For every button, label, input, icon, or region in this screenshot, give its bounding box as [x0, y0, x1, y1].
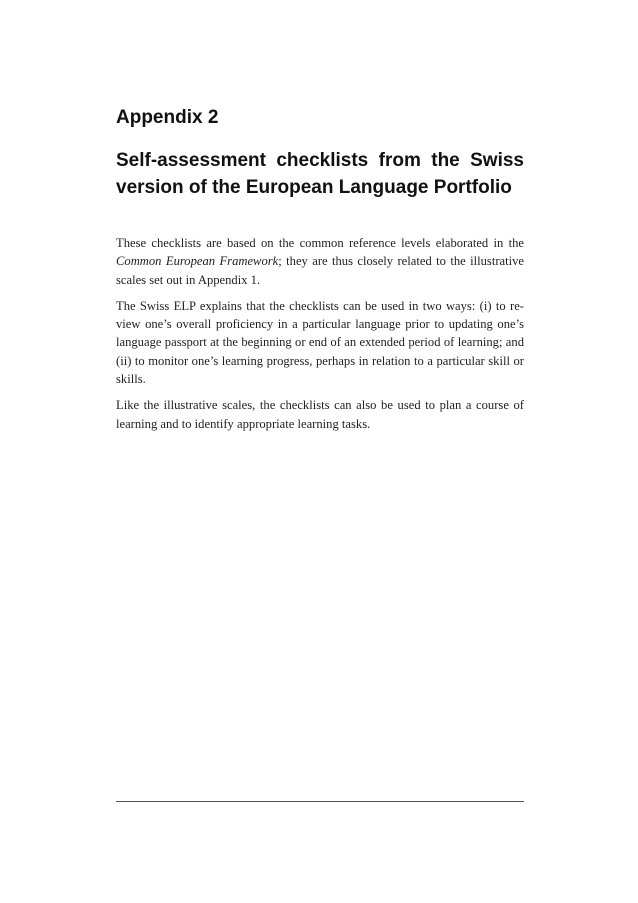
chapter-title-line-2: version of the European Language Portfolio — [116, 177, 512, 198]
paragraph-planning: Like the illustrative scales, the checklists can also be used to plan a course of learning and to identify appropriate learning tasks. — [116, 398, 524, 431]
paragraph-intro — [116, 234, 524, 289]
chapter-title — [116, 147, 524, 201]
framework-title-italic: Common European Framework — [116, 254, 279, 269]
paragraph-intro-text-start: These checklists are based on the common reference levels elaborated in the — [116, 236, 524, 250]
appendix-heading: Appendix 2 — [116, 107, 219, 128]
footer-divider — [116, 801, 524, 802]
paragraph-intro-text-end: ; they are thus closely related to the illustrative scales set out in Appendix 1. — [116, 254, 524, 287]
paragraph-usage: The Swiss ELP explains that the checklists can be used in two ways: (i) to re-view one’s overall proficiency in a particular language prior to updating one’s language passport at the beginning or end of an extended period of learning; and (ii) to monitor one’s learning progress, perhaps in relation to a particular skill or skills. — [116, 298, 524, 387]
body-text — [116, 234, 524, 441]
chapter-title-line-1: Self-assessment checklists from the Swiss — [116, 150, 524, 171]
